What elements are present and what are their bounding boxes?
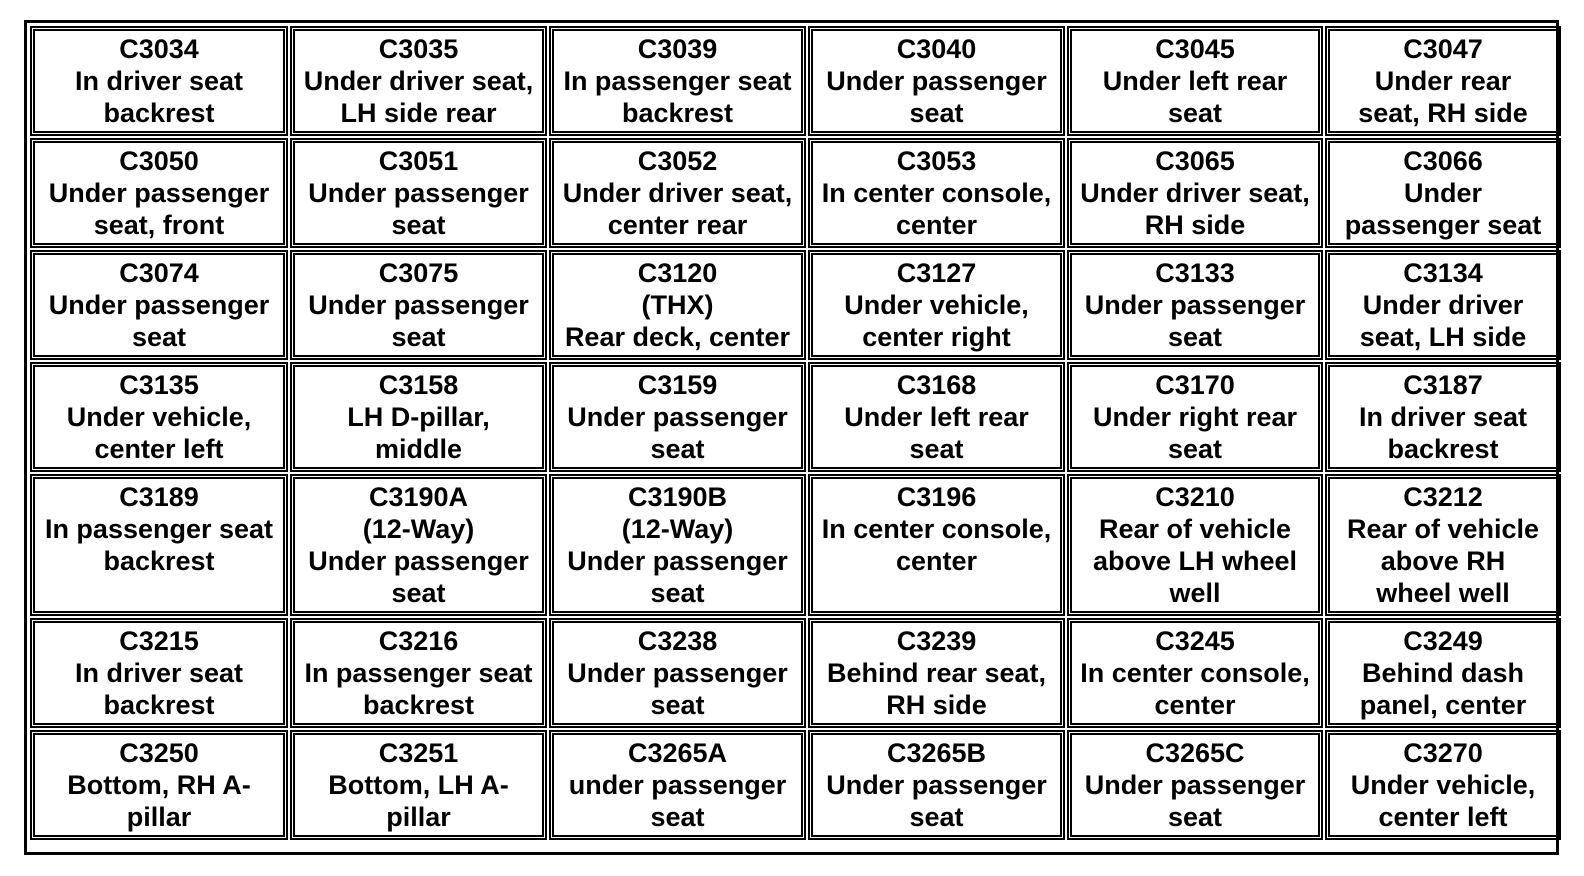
connector-id: C3133: [1155, 258, 1235, 288]
connector-id: C3168: [896, 370, 977, 400]
connector-location-line: backrest: [103, 690, 215, 720]
connector-location-line: backrest: [621, 98, 734, 128]
connector-id: C3045: [1155, 34, 1235, 64]
connector-location-line: seat: [1167, 322, 1223, 352]
connector-cell: [549, 730, 806, 840]
connector-id: C3135: [119, 370, 199, 400]
connector-id: C3127: [896, 258, 977, 288]
connector-id: C3134: [1403, 258, 1483, 288]
connector-cell: [1325, 618, 1561, 728]
connector-location-line: center rear: [607, 210, 748, 240]
connector-location-line: Under rear: [1374, 66, 1512, 96]
connector-location-line: seat: [1167, 434, 1223, 464]
connector-id: C3245: [1155, 626, 1235, 656]
connector-location-line: Rear of vehicle: [1098, 514, 1292, 544]
connector-id: C3210: [1155, 482, 1235, 512]
connector-id: C3187: [1403, 370, 1483, 400]
connector-location-line: Under passenger: [308, 290, 529, 320]
connector-id: C3053: [896, 146, 977, 176]
connector-cell: [1067, 362, 1323, 472]
connector-id: C3051: [378, 146, 459, 176]
connector-cell: [549, 138, 806, 248]
connector-cell: [549, 362, 806, 472]
connector-id: C3265A: [627, 738, 728, 768]
connector-cell: [1325, 26, 1561, 136]
connector-location-line: Under vehicle,: [66, 402, 252, 432]
connector-location-line: Under driver seat,: [303, 66, 534, 96]
connector-id: C3196: [896, 482, 977, 512]
connector-cell: [1067, 26, 1323, 136]
connector-id: C3035: [378, 34, 459, 64]
connector-location-line: passenger seat: [1344, 210, 1542, 240]
connector-location-line: center: [895, 210, 978, 240]
connector-location-line: In passenger seat: [563, 66, 792, 96]
connector-location-line: Under passenger: [826, 66, 1047, 96]
connector-id: C3251: [378, 738, 459, 768]
connector-location-line: Under vehicle,: [844, 290, 1029, 320]
connector-location-line: Bottom, LH A-: [328, 770, 509, 800]
connector-location-line: seat, LH side: [1359, 322, 1527, 352]
connector-location-line: seat: [650, 690, 705, 720]
connector-location-line: In center console,: [821, 178, 1052, 208]
connector-cell: [549, 618, 806, 728]
connector-location-line: seat: [650, 802, 705, 832]
connector-id: C3270: [1403, 738, 1483, 768]
connector-location-line: In driver seat: [1358, 402, 1528, 432]
connector-location-line: pillar: [386, 802, 451, 832]
connector-id: C3040: [896, 34, 977, 64]
connector-location-line: well: [1169, 578, 1221, 608]
connector-id: C3120: [637, 258, 718, 288]
connector-location-line: Under passenger: [1084, 290, 1306, 320]
connector-id: C3250: [119, 738, 199, 768]
connector-cell: [808, 618, 1065, 728]
connector-location-line: Under passenger: [567, 546, 788, 576]
connector-id: C3190A: [368, 482, 469, 512]
connector-id: C3189: [119, 482, 199, 512]
connector-location-line: wheel well: [1376, 578, 1510, 608]
connector-location-line: (THX): [641, 290, 714, 320]
connector-cell: [1325, 362, 1561, 472]
connector-location-line: Under: [1403, 178, 1482, 208]
connector-cell: [549, 26, 806, 136]
connector-location-line: above RH: [1380, 546, 1506, 576]
connector-id: C3050: [119, 146, 199, 176]
connector-cell: [549, 474, 806, 616]
connector-id: C3052: [637, 146, 718, 176]
connector-cell: [1325, 138, 1561, 248]
connector-location-line: center right: [862, 322, 1011, 352]
connector-cell: [1325, 474, 1561, 616]
connector-id: C3158: [378, 370, 459, 400]
connector-location-line: (12-Way): [362, 514, 475, 544]
connector-cell: [808, 362, 1065, 472]
connector-cell: [30, 138, 288, 248]
connector-location-line: In driver seat: [74, 66, 244, 96]
connector-cell: [1325, 250, 1561, 360]
connector-location-line: Under vehicle,: [1350, 770, 1536, 800]
connector-cell: [30, 26, 288, 136]
connector-cell: [808, 250, 1065, 360]
connector-cell: [290, 474, 547, 616]
connector-location-line: above LH wheel: [1092, 546, 1298, 576]
connector-id: C3239: [896, 626, 977, 656]
connector-location-line: Under passenger: [1084, 770, 1306, 800]
connector-cell: [1067, 618, 1323, 728]
connector-location-line: under passenger: [568, 770, 787, 800]
connector-location-line: Bottom, RH A-: [67, 770, 251, 800]
connector-location-line: seat: [1167, 802, 1223, 832]
connector-location-line: seat: [391, 322, 446, 352]
connector-location-line: Under passenger: [826, 770, 1047, 800]
connector-id: C3265C: [1145, 738, 1245, 768]
connector-cell: [1067, 474, 1323, 616]
connector-location-line: Under driver seat,: [562, 178, 793, 208]
connector-location-line: backrest: [362, 690, 475, 720]
connector-location-line: Under passenger: [48, 178, 270, 208]
connector-location-line: center left: [1378, 802, 1508, 832]
connector-location-line: In driver seat: [74, 658, 244, 688]
connector-cell: [808, 730, 1065, 840]
connector-location-line: Under passenger: [308, 178, 529, 208]
connector-id: C3238: [637, 626, 718, 656]
connector-location-line: Behind dash: [1361, 658, 1524, 688]
connector-location-line: center: [895, 546, 978, 576]
connector-location-line: middle: [374, 434, 462, 464]
connector-cell: [290, 138, 547, 248]
connector-location-line: LH side rear: [340, 98, 497, 128]
connector-location-line: Under left rear: [1102, 66, 1288, 96]
connector-cell: [808, 138, 1065, 248]
connector-location-line: seat, RH side: [1358, 98, 1528, 128]
connector-cell: [549, 250, 806, 360]
connector-location-line: In passenger seat: [304, 658, 533, 688]
connector-location-line: backrest: [1387, 434, 1499, 464]
connector-cell: [1067, 250, 1323, 360]
connector-location-line: Under passenger: [308, 546, 529, 576]
connector-cell: [808, 26, 1065, 136]
connector-cell: [1067, 730, 1323, 840]
connector-cell: [290, 250, 547, 360]
connector-id: C3265B: [886, 738, 987, 768]
connector-cell: [30, 362, 288, 472]
connector-location-line: backrest: [103, 98, 215, 128]
connector-location-line: seat: [391, 578, 446, 608]
connector-location-line: Under passenger: [567, 402, 788, 432]
connector-cell: [290, 618, 547, 728]
connector-location-line: seat: [909, 98, 964, 128]
connector-location-line: Under driver seat,: [1080, 178, 1310, 208]
connector-cell: [30, 730, 288, 840]
connector-location-line: In passenger seat: [44, 514, 274, 544]
connector-location-line: pillar: [126, 802, 192, 832]
connector-location-line: seat: [650, 434, 705, 464]
connector-cell: [290, 362, 547, 472]
connector-location-line: Under right rear: [1092, 402, 1298, 432]
connector-cell: [1325, 730, 1561, 840]
connector-location-line: seat: [650, 578, 705, 608]
connector-location-line: seat: [131, 322, 187, 352]
connector-cell: [290, 730, 547, 840]
connector-id: C3034: [119, 34, 199, 64]
connector-id: C3159: [637, 370, 718, 400]
connector-id: C3170: [1155, 370, 1235, 400]
connector-cell: [30, 250, 288, 360]
connector-id: C3039: [637, 34, 718, 64]
connector-location-line: seat, front: [93, 210, 225, 240]
connector-location-line: seat: [391, 210, 446, 240]
connector-location-table: [24, 20, 1559, 855]
connector-location-line: center: [1154, 690, 1236, 720]
connector-location-line: Rear deck, center: [564, 322, 791, 352]
connector-location-line: center left: [94, 434, 224, 464]
connector-cell: [30, 618, 288, 728]
connector-location-line: seat: [909, 434, 964, 464]
connector-location-line: LH D-pillar,: [347, 402, 490, 432]
connector-location-line: Rear of vehicle: [1346, 514, 1540, 544]
connector-id: C3249: [1403, 626, 1483, 656]
connector-location-line: seat: [1167, 98, 1223, 128]
connector-id: C3212: [1403, 482, 1483, 512]
connector-id: C3065: [1155, 146, 1235, 176]
connector-location-line: Under passenger: [567, 658, 788, 688]
connector-location-line: Under passenger: [48, 290, 270, 320]
connector-location-line: Behind rear seat,: [826, 658, 1047, 688]
connector-location-line: panel, center: [1359, 690, 1527, 720]
connector-id: C3215: [119, 626, 199, 656]
connector-location-line: (12-Way): [621, 514, 734, 544]
connector-id: C3047: [1403, 34, 1483, 64]
connector-location-line: In center console,: [821, 514, 1052, 544]
connector-cell: [30, 474, 288, 616]
connector-id: C3066: [1403, 146, 1483, 176]
connector-cell: [808, 474, 1065, 616]
connector-location-line: RH side: [886, 690, 987, 720]
connector-location-line: seat: [909, 802, 964, 832]
connector-location-line: In center console,: [1080, 658, 1310, 688]
connector-id: C3074: [119, 258, 199, 288]
connector-id: C3216: [378, 626, 459, 656]
connector-location-line: RH side: [1144, 210, 1246, 240]
connector-location-line: Under left rear: [844, 402, 1029, 432]
connector-cell: [290, 26, 547, 136]
connector-cell: [1067, 138, 1323, 248]
connector-location-line: Under driver: [1362, 290, 1524, 320]
connector-id: C3190B: [627, 482, 728, 512]
connector-location-line: backrest: [103, 546, 215, 576]
connector-id: C3075: [378, 258, 459, 288]
